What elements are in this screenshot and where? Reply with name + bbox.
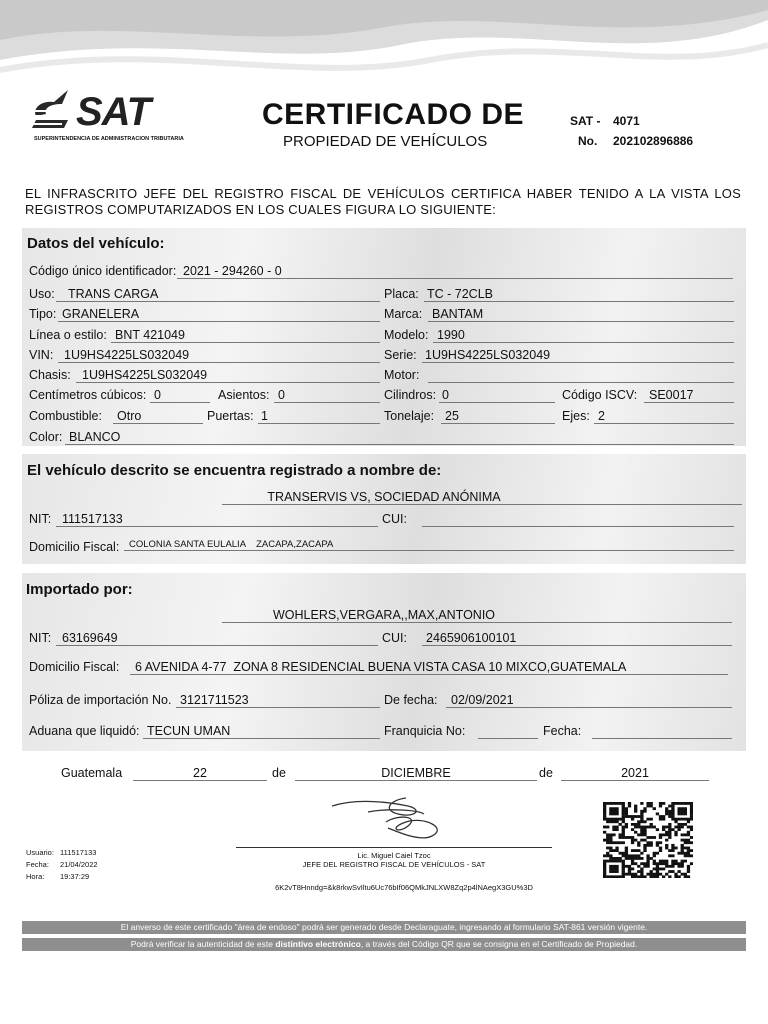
modelo-underline (433, 342, 734, 343)
date-de-1: de (272, 766, 286, 780)
owner-nit-underline (56, 526, 378, 527)
sat-logo-caption: SUPERINTENDENCIA DE ADMINISTRACION TRIBUTARIA (34, 136, 184, 142)
fecha-label: Fecha: (26, 860, 49, 869)
ejes-value: 2 (598, 409, 605, 423)
codigo-label: Código único identificador: (29, 264, 177, 278)
puertas-underline (258, 423, 380, 424)
fecha-value: 21/04/2022 (60, 860, 98, 869)
date-month-underline (295, 780, 537, 781)
codigo-value: 2021 - 294260 - 0 (183, 264, 282, 278)
puertas-value: 1 (261, 409, 268, 423)
asientos-underline (274, 402, 380, 403)
placa-underline (424, 301, 734, 302)
vehicle-section-title: Datos del vehículo: (27, 235, 165, 252)
aduana-label: Aduana que liquidó: (29, 724, 140, 738)
chasis-underline (76, 382, 380, 383)
tipo-underline (58, 321, 380, 322)
iscv-underline (644, 402, 734, 403)
linea-underline (111, 342, 380, 343)
sat-logo (28, 88, 198, 146)
serie-value: 1U9HS4225LS032049 (425, 348, 551, 362)
aduana-value: TECUN UMAN (147, 724, 231, 738)
poliza-fecha-underline (446, 707, 732, 708)
importer-domicilio-value: 6 AVENIDA 4-77 ZONA 8 RESIDENCIAL BUENA VISTA CASA 10 MIXCO,GUATEMALA (135, 660, 627, 674)
sat-form-label: SAT - (570, 114, 601, 128)
combustible-value: Otro (117, 409, 142, 423)
owner-cui-label: CUI: (382, 512, 407, 526)
importer-nit-label: NIT: (29, 631, 52, 645)
color-label: Color: (29, 430, 63, 444)
franquicia-label: Franquicia No: (384, 724, 466, 738)
codigo-underline (177, 278, 733, 279)
chasis-label: Chasis: (29, 368, 71, 382)
footer-note-verificacion (22, 938, 746, 951)
qr-code[interactable] (603, 802, 693, 878)
placa-label: Placa: (384, 287, 419, 301)
marca-underline (428, 321, 734, 322)
owner-domicilio-value: COLONIA SANTA EULALIA ZACAPA,ZACAPA (129, 539, 334, 550)
sat-logo-text: SAT (76, 90, 151, 134)
signature-hash: 6K2vT8Hnndg=&k8rkwSvIltu6Uc76bIf06QMkJNLXW8Zq2p4lNAegX3GU%3D (275, 883, 533, 892)
signatory-role: JEFE DEL REGISTRO FISCAL DE VEHÍCULOS - SAT (302, 860, 486, 869)
footer-note-endoso: El anverso de este certificado "área de endoso" podrá ser generado desde Declaraguate, ingresando al formulario SAT-861 versión vigente. (22, 921, 746, 934)
importer-panel (22, 573, 746, 751)
date-day: 22 (193, 766, 207, 780)
poliza-fecha-label: De fecha: (384, 693, 438, 707)
aduana-underline (143, 738, 380, 739)
owner-name: TRANSERVIS VS, SOCIEDAD ANÓNIMA (267, 490, 501, 504)
usuario-label: Usuario: (26, 848, 54, 857)
owner-cui-underline (422, 526, 734, 527)
tonelaje-label: Tonelaje: (384, 409, 435, 423)
iscv-label: Código ISCV: (562, 388, 638, 402)
motor-underline (428, 382, 734, 383)
owner-nit-value: 111517133 (62, 512, 123, 526)
usuario-value: 111517133 (60, 848, 97, 857)
importer-domicilio-underline (130, 674, 728, 675)
tipo-value: GRANELERA (62, 307, 140, 321)
certificate-no-label: No. (578, 134, 598, 148)
cc-value: 0 (154, 388, 161, 402)
fecha2-underline (592, 738, 732, 739)
linea-value: BNT 421049 (115, 328, 185, 342)
owner-domicilio-underline (124, 550, 734, 551)
document-subtitle: PROPIEDAD DE VEHÍCULOS (283, 133, 488, 150)
date-day-underline (133, 780, 267, 781)
ejes-label: Ejes: (562, 409, 590, 423)
importer-section-title: Importado por: (26, 581, 133, 598)
chasis-value: 1U9HS4225LS032049 (82, 368, 208, 382)
signature-image (328, 792, 460, 842)
certificate-no-value: 202102896886 (613, 134, 694, 148)
importer-cui-underline (422, 645, 732, 646)
importer-name-underline (222, 622, 732, 623)
footer-verificacion-a: Podrá verificar la autenticidad de este (130, 939, 276, 949)
tipo-label: Tipo: (29, 307, 57, 321)
footer-verificacion-b: distintivo electrónico (275, 939, 361, 949)
poliza-value: 3121711523 (180, 693, 249, 707)
cilindros-label: Cilindros: (384, 388, 437, 402)
hora-label: Hora: (26, 872, 45, 881)
vehicle-data-panel (22, 228, 746, 446)
owner-panel (22, 454, 746, 564)
color-underline (65, 444, 734, 445)
sat-form-number: 4071 (613, 114, 640, 128)
motor-label: Motor: (384, 368, 420, 382)
signatory-name: Lic. Miguel Caiel Tzoc (357, 851, 431, 860)
cilindros-value: 0 (442, 388, 449, 402)
footer-verificacion-c: , a través del Código QR que se consigna en el Certificado de Propiedad. (360, 939, 638, 949)
importer-cui-value: 2465906100101 (426, 631, 517, 645)
date-de-2: de (539, 766, 553, 780)
vin-underline (58, 362, 380, 363)
hora-value: 19:37:29 (60, 872, 90, 881)
poliza-fecha-value: 02/09/2021 (451, 693, 514, 707)
importer-nit-value: 63169649 (62, 631, 118, 645)
vin-label: VIN: (29, 348, 54, 362)
poliza-label: Póliza de importación No. (29, 693, 172, 707)
ejes-underline (594, 423, 734, 424)
cc-underline (150, 402, 210, 403)
date-month: DICIEMBRE (381, 766, 451, 780)
importer-cui-label: CUI: (382, 631, 407, 645)
uso-underline (56, 301, 380, 302)
uso-label: Uso: (29, 287, 55, 301)
owner-domicilio-label: Domicilio Fiscal: (29, 540, 120, 554)
intro-paragraph: EL INFRASCRITO JEFE DEL REGISTRO FISCAL DE VEHÍCULOS CERTIFICA HABER TENIDO A LA VISTA LOS REGISTROS COMPUTARIZADOS EN LOS CUALES FIGURA LO SIGUIENTE: (25, 186, 741, 217)
tonelaje-value: 25 (445, 409, 459, 423)
date-year: 2021 (621, 766, 649, 780)
combustible-underline (113, 423, 203, 424)
modelo-label: Modelo: (384, 328, 429, 342)
poliza-underline (176, 707, 380, 708)
importer-nit-underline (56, 645, 378, 646)
linea-label: Línea o estilo: (29, 328, 107, 342)
importer-name: WOHLERS,VERGARA,,MAX,ANTONIO (272, 608, 496, 622)
modelo-value: 1990 (437, 328, 465, 342)
tonelaje-underline (441, 423, 555, 424)
fecha2-label: Fecha: (543, 724, 582, 738)
uso-value: TRANS CARGA (68, 287, 159, 301)
asientos-label: Asientos: (218, 388, 270, 402)
owner-nit-label: NIT: (29, 512, 52, 526)
puertas-label: Puertas: (207, 409, 254, 423)
signature-line (236, 847, 552, 848)
color-value: BLANCO (69, 430, 121, 444)
cc-label: Centímetros cúbicos: (29, 388, 147, 402)
marca-label: Marca: (384, 307, 423, 321)
placa-value: TC - 72CLB (427, 287, 493, 301)
vin-value: 1U9HS4225LS032049 (64, 348, 190, 362)
date-year-underline (561, 780, 709, 781)
asientos-value: 0 (278, 388, 285, 402)
document-title: CERTIFICADO DE (262, 98, 524, 131)
marca-value: BANTAM (432, 307, 484, 321)
cilindros-underline (439, 402, 555, 403)
combustible-label: Combustible: (29, 409, 102, 423)
date-city: Guatemala (61, 766, 123, 780)
serie-underline (422, 362, 734, 363)
serie-label: Serie: (384, 348, 417, 362)
iscv-value: SE0017 (649, 388, 694, 402)
owner-name-underline (222, 504, 742, 505)
header-wave-decoration (0, 0, 768, 90)
franquicia-underline (478, 738, 538, 739)
importer-domicilio-label: Domicilio Fiscal: (29, 660, 120, 674)
owner-section-title: El vehículo descrito se encuentra registrado a nombre de: (27, 462, 442, 479)
